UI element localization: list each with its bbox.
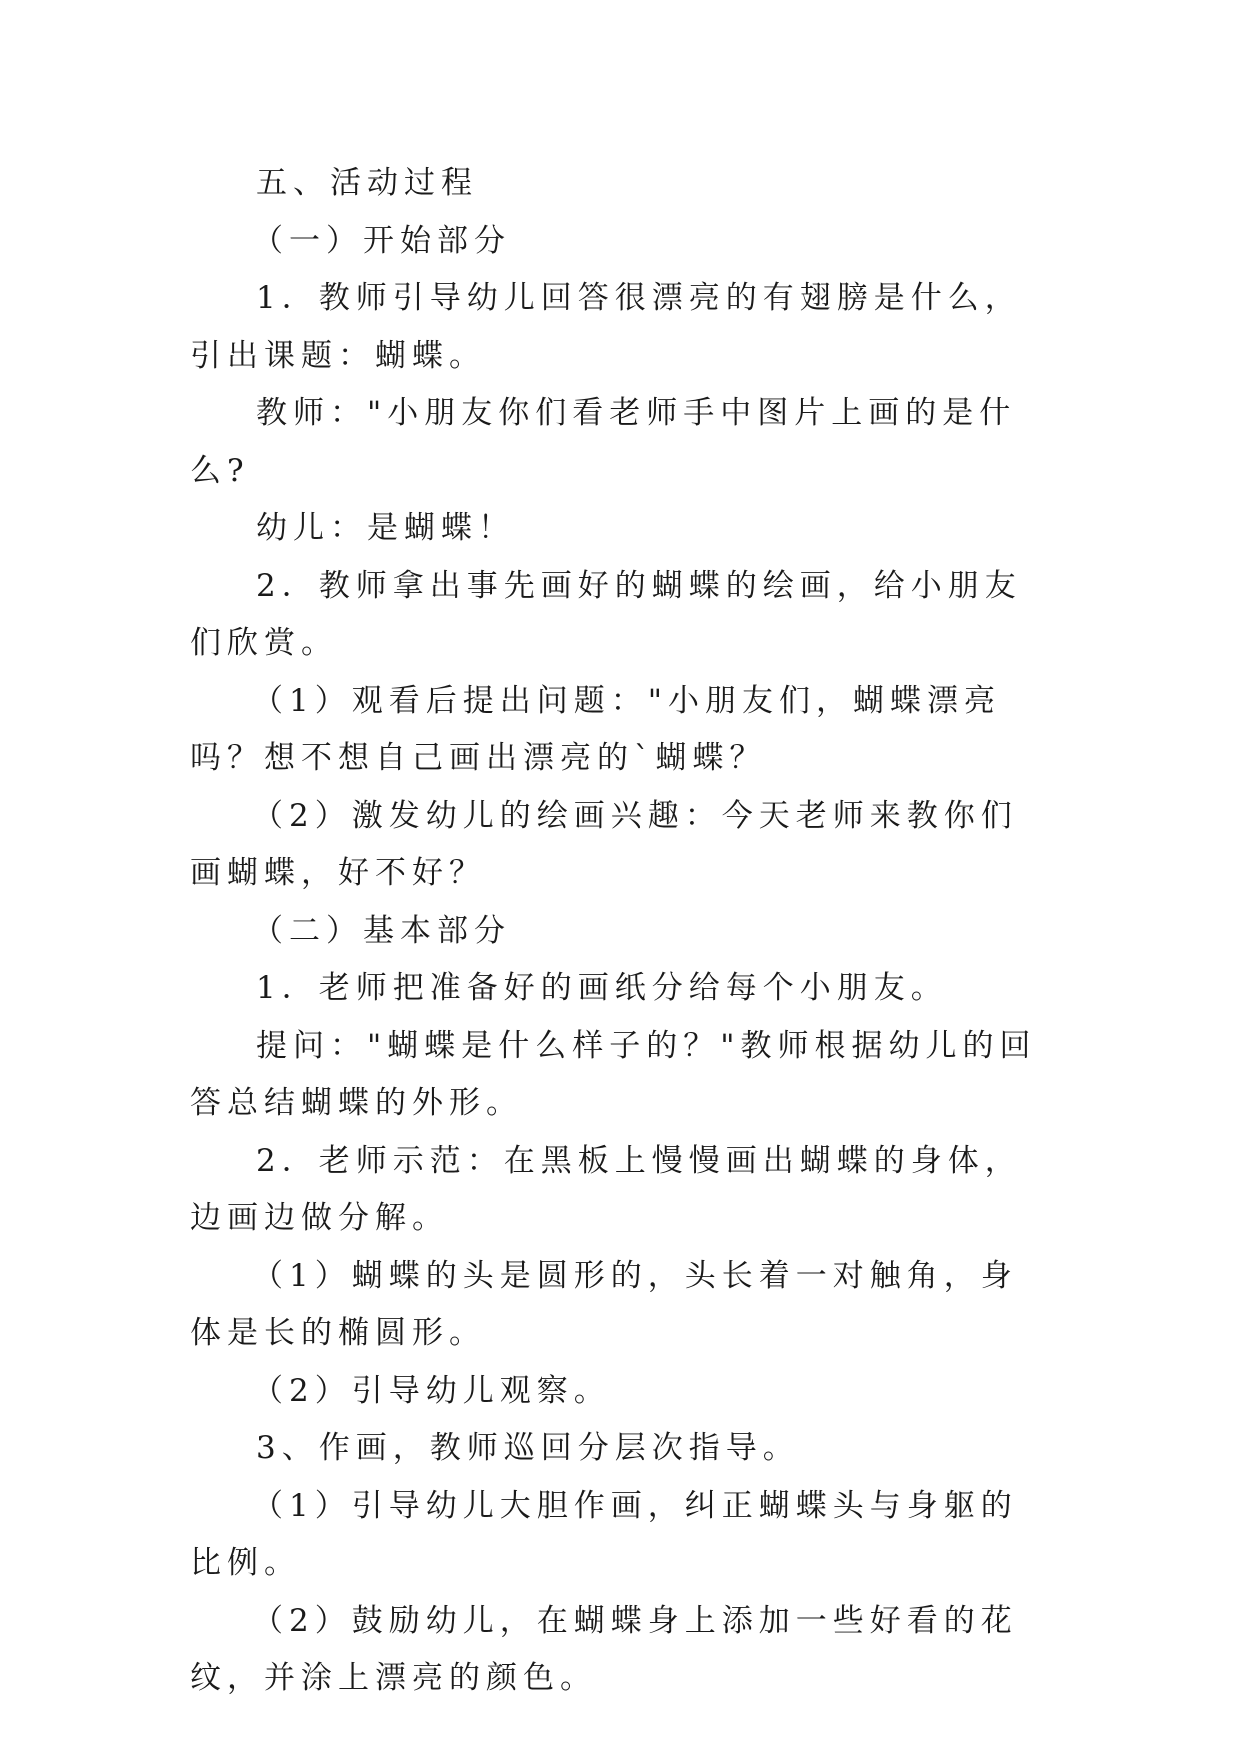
document-body: [190, 155, 1050, 1708]
paragraph: （二）基本部分: [252, 912, 511, 949]
paragraph: 1．教师引导幼儿回答很漂亮的有翅膀是什么，引出课题：蝴蝶。: [190, 280, 1022, 374]
paragraph: （1）观看后提出问题："小朋友们，蝴蝶漂亮吗？想不想自己画出漂亮的`蝴蝶？: [190, 682, 1001, 776]
paragraph: 1．老师把准备好的画纸分给每个小朋友。: [256, 970, 948, 1006]
paragraph: 教师："小朋友你们看老师手中图片上画的是什么?: [190, 395, 1017, 489]
paragraph: 五、活动过程: [256, 165, 478, 201]
paragraph: （2）激发幼儿的绘画兴趣：今天老师来教你们画蝴蝶，好不好？: [190, 797, 1018, 891]
paragraph: （1）引导幼儿大胆作画，纠正蝴蝶头与身躯的比例。: [190, 1487, 1018, 1581]
paragraph: 2．教师拿出事先画好的蝴蝶的绘画，给小朋友们欣赏。: [190, 567, 1022, 661]
paragraph: （2）引导幼儿观察。: [252, 1372, 611, 1409]
paragraph: 3、作画，教师巡回分层次指导。: [256, 1430, 800, 1466]
paragraph: （一）开始部分: [252, 222, 511, 259]
paragraph: 2．老师示范：在黑板上慢慢画出蝴蝶的身体，边画边做分解。: [190, 1142, 1022, 1236]
paragraph: 幼儿：是蝴蝶！: [256, 510, 515, 546]
paragraph: 提问："蝴蝶是什么样子的？"教师根据幼儿的回答总结蝴蝶的外形。: [190, 1027, 1037, 1121]
paragraph: （2）鼓励幼儿，在蝴蝶身上添加一些好看的花纹，并涂上漂亮的颜色。: [190, 1602, 1018, 1696]
paragraph: （1）蝴蝶的头是圆形的，头长着一对触角，身体是长的椭圆形。: [190, 1257, 1018, 1351]
